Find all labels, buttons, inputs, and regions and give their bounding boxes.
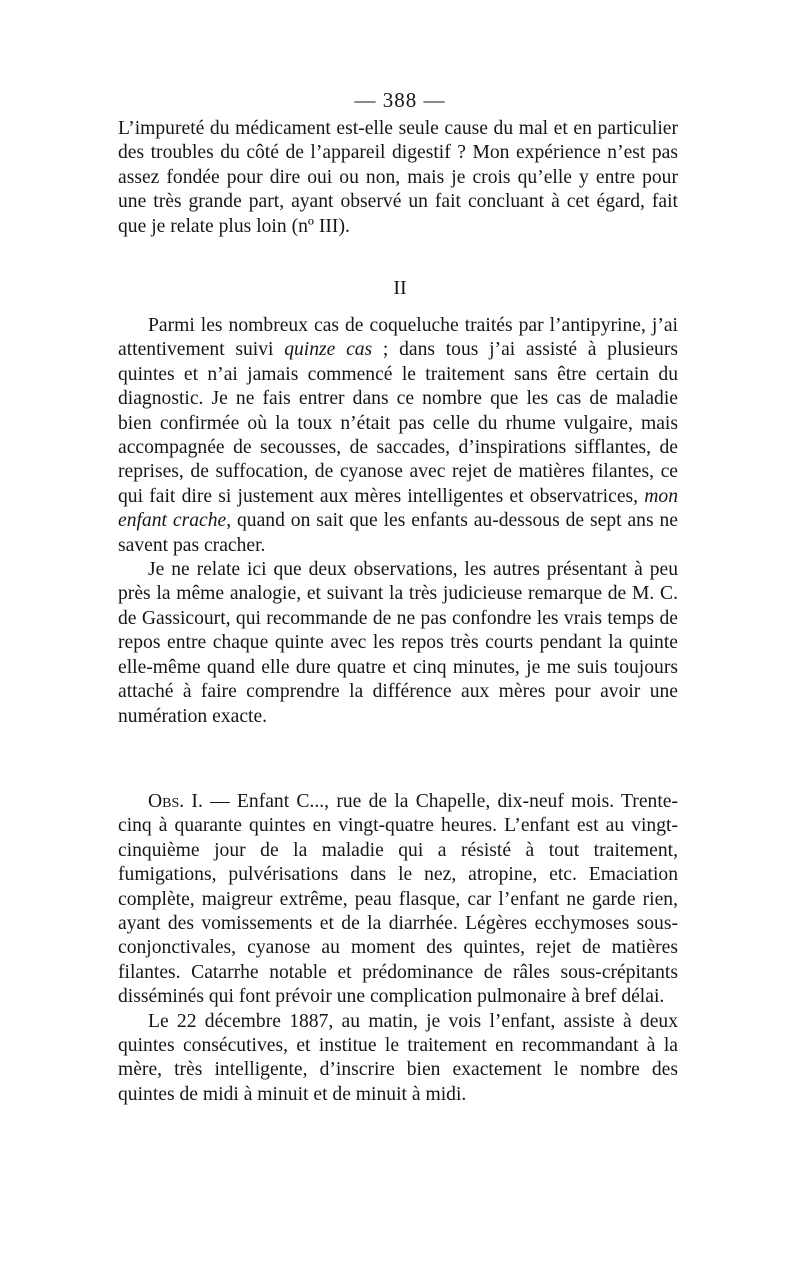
paragraph-2	[118, 314, 678, 558]
paragraph-2-emphasis-2: mon enfant crache	[118, 485, 678, 532]
paragraph-2-part-2: ; dans tous j’ai assisté à plusieurs quintes et n’ai jamais commencé le traitement sans être certain du diagnostic. Je ne fais entrer dans ce nombre que les cas de maladie bien confirmée où la toux n’était pas celle du rhume vulgaire, mais accompagnée de secousses, de saccades, d’inspirations sifflantes, de reprises, de suffocation, de cyanose avec rejet de matières filantes, ce qui fait dire si justement aux mères intelligentes et observatrices,	[118, 339, 678, 507]
text-block-middle	[118, 314, 678, 729]
text-block-observation	[118, 790, 678, 1107]
observation-label: Obs. I.	[148, 791, 203, 812]
observation-text: — Enfant C..., rue de la Chapelle, dix-neuf mois. Trente-cinq à quarante quintes en vingt-quatre heures. L’enfant est au vingt-cinquième jour de la maladie qui a résisté à tout traitement, fumigations, pulvérisations dans le nez, atropine, etc. Emaciation complète, maigreur extrême, peau flasque, car l’enfant ne garde rien, ayant des vomissements et de la diarrhée. Légères ecchymoses sous-conjonctivales, cyanose au moment des quintes, rejet de matières filantes. Catarrhe notable et prédominance de râles sous-crépitants disséminés qui font prévoir une complication pulmonaire à bref délai.	[118, 791, 678, 1008]
paragraph-2-part-3: , quand on sait que les enfants au-dessous de sept ans ne savent pas cracher.	[118, 510, 678, 556]
observation-paragraph	[118, 790, 678, 1010]
paragraph-2-emphasis-1: quinze cas	[284, 339, 373, 361]
text-block-top	[118, 117, 678, 239]
paragraph-3: Je ne relate ici que deux observations, les autres présentant à peu près la même analogie, et suivant la très judicieuse remarque de M. C. de Gassicourt, qui recommande de ne pas confondre les vrais temps de repos entre chaque quinte avec les repos très courts pendant la quinte elle-même quand elle dure quatre et cinq minutes, je me suis toujours attaché à faire comprendre la différence aux mères pour avoir une numération exacte.	[118, 559, 678, 727]
page-number: — 388 —	[354, 88, 446, 112]
paragraph-5: Le 22 décembre 1887, au matin, je vois l’enfant, assiste à deux quintes consécutives, et institue le traitement en recommandant à la mère, très intelligente, d’inscrire bien exactement le nombre des quintes de midi à minuit et de minuit à midi.	[118, 1010, 678, 1105]
section-heading: II	[393, 277, 407, 299]
paragraph-2-part-1: Parmi les nombreux cas de coqueluche traités par l’antipyrine, j’ai attentivement suivi	[118, 315, 678, 361]
paragraph-1: L’impureté du médicament est-elle seule cause du mal et en particulier des troubles du côté de l’appareil digestif ? Mon expérience n’est pas assez fondée pour dire oui ou non, mais je crois qu’elle y entre pour une très grande part, ayant observé un fait concluant à cet égard, fait que je relate plus loin (nº III).	[118, 118, 678, 237]
